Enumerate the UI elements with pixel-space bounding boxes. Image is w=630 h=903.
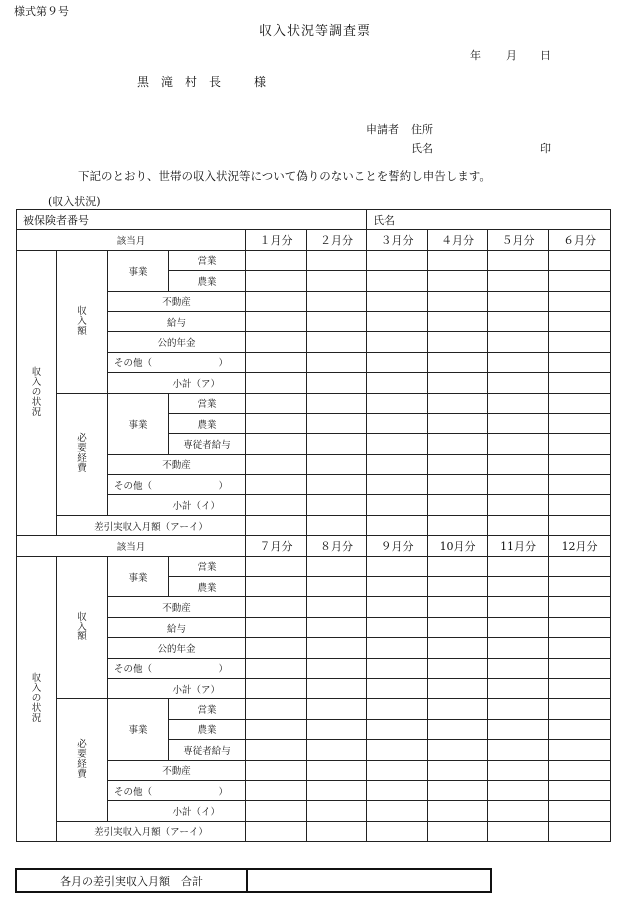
expense-family-salary-value-cell[interactable] xyxy=(549,434,611,454)
income-salary-value-cell[interactable] xyxy=(367,617,428,637)
income-sales-label: 営業 xyxy=(169,556,246,576)
income-public-pension-value-cell[interactable] xyxy=(307,332,367,352)
expense-agriculture-value-cell[interactable] xyxy=(307,719,367,739)
income-other-value-cell[interactable] xyxy=(428,658,488,678)
income-amount-label-char: 額 xyxy=(77,325,87,337)
income-real-estate-value-cell[interactable] xyxy=(428,597,488,617)
expense-family-salary-value-cell[interactable] xyxy=(367,740,428,760)
required-expenses-label-text xyxy=(57,740,107,780)
income-subtotal-a-value-cell[interactable] xyxy=(549,373,611,393)
income-amount-label-char: 収 xyxy=(77,305,87,317)
income-other-label: その他（ ） xyxy=(108,658,246,678)
income-sales-value-cell[interactable] xyxy=(307,250,367,270)
income-amount-label xyxy=(57,556,108,699)
net-income-label: 差引実収入月額（アーイ） xyxy=(57,515,246,535)
income-public-pension-value-cell[interactable] xyxy=(246,638,307,658)
net-income-value-cell[interactable] xyxy=(428,515,488,535)
income-business-label: 事業 xyxy=(108,250,169,291)
expense-sales-value-cell[interactable] xyxy=(428,699,488,719)
income-subtotal-a-label: 小計（ア） xyxy=(108,678,246,698)
net-income-value-cell[interactable] xyxy=(549,515,611,535)
net-income-value-cell[interactable] xyxy=(307,515,367,535)
month-header: ５月分 xyxy=(488,230,549,250)
insured-number-label: 被保険者番号 xyxy=(17,210,367,230)
expense-real-estate-value-cell[interactable] xyxy=(549,454,611,474)
income-status-label xyxy=(17,556,57,841)
expense-business-label: 事業 xyxy=(108,699,169,760)
income-agriculture-value-cell[interactable] xyxy=(307,271,367,291)
income-amount-label-char: 額 xyxy=(77,631,87,643)
pledge-statement: 下記のとおり、世帯の収入状況等について偽りのないことを誓約し申告します。 xyxy=(78,169,491,183)
expense-sales-value-cell[interactable] xyxy=(307,393,367,413)
income-other-value-cell[interactable] xyxy=(428,352,488,372)
expense-family-salary-value-cell[interactable] xyxy=(488,434,549,454)
income-subtotal-a-value-cell[interactable] xyxy=(367,678,428,698)
income-sales-value-cell[interactable] xyxy=(246,250,307,270)
income-status-label-char: 入 xyxy=(31,377,42,389)
expense-family-salary-value-cell[interactable] xyxy=(428,434,488,454)
income-other-value-cell[interactable] xyxy=(367,658,428,678)
income-public-pension-value-cell[interactable] xyxy=(488,638,549,658)
expense-agriculture-value-cell[interactable] xyxy=(246,413,307,433)
income-status-label-char: 入 xyxy=(31,682,42,694)
income-other-value-cell[interactable] xyxy=(367,352,428,372)
expense-subtotal-i-value-cell[interactable] xyxy=(307,801,367,821)
expense-real-estate-value-cell[interactable] xyxy=(488,454,549,474)
income-status-label-text xyxy=(17,368,56,418)
expense-subtotal-i-value-cell[interactable] xyxy=(367,801,428,821)
expense-agriculture-label: 農業 xyxy=(169,719,246,739)
income-other-value-cell[interactable] xyxy=(246,352,307,372)
income-salary-value-cell[interactable] xyxy=(488,311,549,331)
income-sales-value-cell[interactable] xyxy=(488,556,549,576)
expense-subtotal-i-label: 小計（イ） xyxy=(108,495,246,515)
expense-real-estate-label: 不動産 xyxy=(108,454,246,474)
income-real-estate-value-cell[interactable] xyxy=(488,597,549,617)
income-real-estate-value-cell[interactable] xyxy=(488,291,549,311)
expense-family-salary-value-cell[interactable] xyxy=(246,740,307,760)
income-subtotal-a-value-cell[interactable] xyxy=(307,373,367,393)
income-subtotal-a-value-cell[interactable] xyxy=(488,373,549,393)
required-expenses-label-char: 要 xyxy=(77,749,87,761)
form-title: 収入状況等調査票 xyxy=(258,24,371,39)
expense-agriculture-value-cell[interactable] xyxy=(428,719,488,739)
expense-business-label: 事業 xyxy=(108,393,169,454)
income-status-label-char: 状 xyxy=(31,702,42,714)
expense-real-estate-value-cell[interactable] xyxy=(246,454,307,474)
income-sales-value-cell[interactable] xyxy=(367,556,428,576)
expense-other-value-cell[interactable] xyxy=(549,780,611,800)
month-header-label: 該当月 xyxy=(17,230,246,250)
month-header: 10月分 xyxy=(428,536,488,556)
expense-family-salary-value-cell[interactable] xyxy=(488,740,549,760)
income-subtotal-a-value-cell[interactable] xyxy=(549,678,611,698)
income-subtotal-a-value-cell[interactable] xyxy=(246,678,307,698)
income-real-estate-value-cell[interactable] xyxy=(367,597,428,617)
expense-other-value-cell[interactable] xyxy=(367,780,428,800)
expense-other-value-cell[interactable] xyxy=(428,780,488,800)
expense-family-salary-value-cell[interactable] xyxy=(307,740,367,760)
income-sales-value-cell[interactable] xyxy=(246,556,307,576)
month-header: ６月分 xyxy=(549,230,611,250)
expense-agriculture-value-cell[interactable] xyxy=(246,719,307,739)
income-other-value-cell[interactable] xyxy=(307,658,367,678)
income-agriculture-value-cell[interactable] xyxy=(246,271,307,291)
income-agriculture-value-cell[interactable] xyxy=(246,577,307,597)
income-amount-label-char: 収 xyxy=(77,611,87,623)
income-status-label-char: 況 xyxy=(31,406,42,418)
income-business-label: 事業 xyxy=(108,556,169,597)
income-real-estate-value-cell[interactable] xyxy=(428,291,488,311)
income-salary-value-cell[interactable] xyxy=(428,617,488,637)
expense-subtotal-i-value-cell[interactable] xyxy=(307,495,367,515)
form-number: 様式第９号 xyxy=(14,5,69,18)
income-status-label-text xyxy=(17,674,56,724)
income-status-label-char: 況 xyxy=(31,712,42,724)
income-public-pension-value-cell[interactable] xyxy=(367,638,428,658)
expense-family-salary-value-cell[interactable] xyxy=(549,740,611,760)
income-salary-value-cell[interactable] xyxy=(307,617,367,637)
income-amount-label xyxy=(57,250,108,393)
expense-agriculture-value-cell[interactable] xyxy=(367,719,428,739)
income-other-value-cell[interactable] xyxy=(246,658,307,678)
expense-family-salary-label: 専従者給与 xyxy=(169,740,246,760)
income-other-label: その他（ ） xyxy=(108,352,246,372)
expense-agriculture-value-cell[interactable] xyxy=(367,413,428,433)
expense-sales-value-cell[interactable] xyxy=(367,699,428,719)
month-header: ４月分 xyxy=(428,230,488,250)
income-real-estate-value-cell[interactable] xyxy=(307,291,367,311)
applicant-name-label: 氏名 xyxy=(411,142,433,155)
income-status-label-char: 状 xyxy=(31,397,42,408)
monthly-total-table xyxy=(15,868,492,893)
expense-real-estate-value-cell[interactable] xyxy=(488,760,549,780)
income-public-pension-value-cell[interactable] xyxy=(488,332,549,352)
expense-sales-value-cell[interactable] xyxy=(549,393,611,413)
income-subtotal-a-value-cell[interactable] xyxy=(428,373,488,393)
net-income-value-cell[interactable] xyxy=(428,821,488,841)
required-expenses-label-text xyxy=(57,434,107,474)
expense-family-salary-label: 専従者給与 xyxy=(169,434,246,454)
expense-other-value-cell[interactable] xyxy=(488,780,549,800)
net-income-value-cell[interactable] xyxy=(246,515,307,535)
expense-real-estate-value-cell[interactable] xyxy=(428,454,488,474)
income-salary-label: 給与 xyxy=(108,617,246,637)
income-sales-value-cell[interactable] xyxy=(367,250,428,270)
expense-sales-value-cell[interactable] xyxy=(307,699,367,719)
expense-real-estate-value-cell[interactable] xyxy=(246,760,307,780)
expense-sales-value-cell[interactable] xyxy=(428,393,488,413)
income-other-value-cell[interactable] xyxy=(307,352,367,372)
income-amount-label-text xyxy=(57,613,107,643)
month-header: １月分 xyxy=(246,230,307,250)
month-header: ２月分 xyxy=(307,230,367,250)
income-subtotal-a-value-cell[interactable] xyxy=(488,678,549,698)
income-public-pension-value-cell[interactable] xyxy=(428,332,488,352)
income-salary-value-cell[interactable] xyxy=(307,311,367,331)
expense-other-value-cell[interactable] xyxy=(428,475,488,495)
income-status-table xyxy=(16,209,611,842)
expense-subtotal-i-value-cell[interactable] xyxy=(246,801,307,821)
expense-real-estate-value-cell[interactable] xyxy=(549,760,611,780)
income-agriculture-value-cell[interactable] xyxy=(549,577,611,597)
month-header: ９月分 xyxy=(367,536,428,556)
expense-sales-label: 営業 xyxy=(169,393,246,413)
income-subtotal-a-value-cell[interactable] xyxy=(246,373,307,393)
income-agriculture-value-cell[interactable] xyxy=(428,271,488,291)
expense-real-estate-value-cell[interactable] xyxy=(307,454,367,474)
income-public-pension-value-cell[interactable] xyxy=(246,332,307,352)
income-salary-value-cell[interactable] xyxy=(246,311,307,331)
income-sales-value-cell[interactable] xyxy=(549,250,611,270)
income-agriculture-value-cell[interactable] xyxy=(307,577,367,597)
expense-agriculture-label: 農業 xyxy=(169,413,246,433)
income-other-value-cell[interactable] xyxy=(488,658,549,678)
income-sales-label: 営業 xyxy=(169,250,246,270)
month-header-label: 該当月 xyxy=(17,536,246,556)
expense-other-value-cell[interactable] xyxy=(307,475,367,495)
required-expenses-label-char: 要 xyxy=(77,443,87,455)
month-header: ７月分 xyxy=(246,536,307,556)
income-salary-value-cell[interactable] xyxy=(488,617,549,637)
date-month-label: 月 xyxy=(506,49,517,62)
expense-family-salary-value-cell[interactable] xyxy=(246,434,307,454)
income-status-label-char: 収 xyxy=(31,672,42,684)
required-expenses-label-char: 必 xyxy=(77,433,87,445)
income-sales-value-cell[interactable] xyxy=(549,556,611,576)
net-income-value-cell[interactable] xyxy=(549,821,611,841)
income-salary-value-cell[interactable] xyxy=(367,311,428,331)
name-label: 氏名 xyxy=(367,210,611,230)
expense-subtotal-i-label: 小計（イ） xyxy=(108,801,246,821)
income-real-estate-value-cell[interactable] xyxy=(367,291,428,311)
expense-real-estate-value-cell[interactable] xyxy=(307,760,367,780)
income-status-label-char: 収 xyxy=(31,367,42,379)
expense-sales-value-cell[interactable] xyxy=(488,699,549,719)
income-real-estate-label: 不動産 xyxy=(108,291,246,311)
income-sales-value-cell[interactable] xyxy=(307,556,367,576)
date-day-label: 日 xyxy=(540,49,551,62)
required-expenses-label xyxy=(57,393,108,515)
expense-sales-label: 営業 xyxy=(169,699,246,719)
date-year-label: 年 xyxy=(470,49,481,62)
expense-subtotal-i-value-cell[interactable] xyxy=(367,495,428,515)
expense-real-estate-value-cell[interactable] xyxy=(367,760,428,780)
income-subtotal-a-label: 小計（ア） xyxy=(108,373,246,393)
expense-agriculture-value-cell[interactable] xyxy=(307,413,367,433)
monthly-total-value[interactable] xyxy=(247,869,491,892)
expense-subtotal-i-value-cell[interactable] xyxy=(488,801,549,821)
expense-subtotal-i-value-cell[interactable] xyxy=(549,495,611,515)
expense-other-value-cell[interactable] xyxy=(549,475,611,495)
income-amount-label-char: 入 xyxy=(77,315,87,327)
income-salary-label: 給与 xyxy=(108,311,246,331)
addressee-honorific: 様 xyxy=(254,75,267,89)
expense-subtotal-i-value-cell[interactable] xyxy=(488,495,549,515)
income-subtotal-a-value-cell[interactable] xyxy=(307,678,367,698)
expense-real-estate-label: 不動産 xyxy=(108,760,246,780)
income-real-estate-value-cell[interactable] xyxy=(246,291,307,311)
net-income-value-cell[interactable] xyxy=(488,821,549,841)
income-agriculture-label: 農業 xyxy=(169,577,246,597)
income-salary-value-cell[interactable] xyxy=(246,617,307,637)
expense-agriculture-value-cell[interactable] xyxy=(549,719,611,739)
required-expenses-label-char: 費 xyxy=(77,463,87,475)
income-salary-value-cell[interactable] xyxy=(549,311,611,331)
income-public-pension-value-cell[interactable] xyxy=(428,638,488,658)
income-agriculture-value-cell[interactable] xyxy=(367,271,428,291)
expense-other-value-cell[interactable] xyxy=(488,475,549,495)
net-income-value-cell[interactable] xyxy=(246,821,307,841)
expense-subtotal-i-value-cell[interactable] xyxy=(246,495,307,515)
required-expenses-label-char: 経 xyxy=(77,453,87,465)
expense-family-salary-value-cell[interactable] xyxy=(307,434,367,454)
required-expenses-label-char: 必 xyxy=(77,739,87,751)
net-income-value-cell[interactable] xyxy=(488,515,549,535)
expense-other-label: その他（ ） xyxy=(108,780,246,800)
expense-agriculture-value-cell[interactable] xyxy=(488,413,549,433)
income-other-value-cell[interactable] xyxy=(549,352,611,372)
expense-other-label: その他（ ） xyxy=(108,475,246,495)
required-expenses-label-char: 経 xyxy=(77,759,87,771)
income-sales-value-cell[interactable] xyxy=(428,556,488,576)
expense-family-salary-value-cell[interactable] xyxy=(367,434,428,454)
applicant-seal: 印 xyxy=(540,142,551,155)
income-status-label-char: の xyxy=(31,387,42,399)
net-income-value-cell[interactable] xyxy=(367,821,428,841)
required-expenses-label xyxy=(57,699,108,821)
income-salary-value-cell[interactable] xyxy=(549,617,611,637)
income-other-value-cell[interactable] xyxy=(488,352,549,372)
income-amount-label-text xyxy=(57,307,107,337)
expense-sales-value-cell[interactable] xyxy=(549,699,611,719)
income-public-pension-value-cell[interactable] xyxy=(549,332,611,352)
addressee-village-head: 黒 滝 村 長 xyxy=(137,75,222,89)
expense-agriculture-value-cell[interactable] xyxy=(428,413,488,433)
income-public-pension-label: 公的年金 xyxy=(108,332,246,352)
expense-agriculture-value-cell[interactable] xyxy=(549,413,611,433)
monthly-total-label: 各月の差引実収入月額 合計 xyxy=(16,869,247,892)
expense-other-value-cell[interactable] xyxy=(307,780,367,800)
expense-real-estate-value-cell[interactable] xyxy=(428,760,488,780)
expense-subtotal-i-value-cell[interactable] xyxy=(428,801,488,821)
expense-agriculture-value-cell[interactable] xyxy=(488,719,549,739)
income-agriculture-value-cell[interactable] xyxy=(367,577,428,597)
income-subtotal-a-value-cell[interactable] xyxy=(367,373,428,393)
income-real-estate-label: 不動産 xyxy=(108,597,246,617)
applicant-label: 申請者 xyxy=(366,123,399,136)
income-agriculture-label: 農業 xyxy=(169,271,246,291)
income-public-pension-value-cell[interactable] xyxy=(367,332,428,352)
income-status-label-char: の xyxy=(31,692,42,704)
section-label: (収入状況) xyxy=(48,195,101,208)
income-agriculture-value-cell[interactable] xyxy=(549,271,611,291)
expense-subtotal-i-value-cell[interactable] xyxy=(428,495,488,515)
income-real-estate-value-cell[interactable] xyxy=(549,291,611,311)
expense-other-value-cell[interactable] xyxy=(246,475,307,495)
expense-sales-value-cell[interactable] xyxy=(488,393,549,413)
income-public-pension-label: 公的年金 xyxy=(108,638,246,658)
income-agriculture-value-cell[interactable] xyxy=(488,577,549,597)
income-sales-value-cell[interactable] xyxy=(488,250,549,270)
expense-family-salary-value-cell[interactable] xyxy=(428,740,488,760)
income-real-estate-value-cell[interactable] xyxy=(549,597,611,617)
month-header: ３月分 xyxy=(367,230,428,250)
expense-other-value-cell[interactable] xyxy=(367,475,428,495)
month-header: 12月分 xyxy=(549,536,611,556)
income-public-pension-value-cell[interactable] xyxy=(307,638,367,658)
expense-sales-value-cell[interactable] xyxy=(246,393,307,413)
income-status-label xyxy=(17,250,57,535)
income-salary-value-cell[interactable] xyxy=(428,311,488,331)
income-real-estate-value-cell[interactable] xyxy=(246,597,307,617)
income-public-pension-value-cell[interactable] xyxy=(549,638,611,658)
income-agriculture-value-cell[interactable] xyxy=(428,577,488,597)
expense-sales-value-cell[interactable] xyxy=(246,699,307,719)
expense-subtotal-i-value-cell[interactable] xyxy=(549,801,611,821)
month-header: ８月分 xyxy=(307,536,367,556)
required-expenses-label-char: 費 xyxy=(77,769,87,781)
net-income-value-cell[interactable] xyxy=(307,821,367,841)
income-agriculture-value-cell[interactable] xyxy=(488,271,549,291)
expense-other-value-cell[interactable] xyxy=(246,780,307,800)
income-sales-value-cell[interactable] xyxy=(428,250,488,270)
income-subtotal-a-value-cell[interactable] xyxy=(428,678,488,698)
expense-real-estate-value-cell[interactable] xyxy=(367,454,428,474)
income-amount-label-char: 入 xyxy=(77,621,87,633)
applicant-address-label: 住所 xyxy=(411,123,433,136)
net-income-label: 差引実収入月額（アーイ） xyxy=(57,821,246,841)
month-header: 11月分 xyxy=(488,536,549,556)
net-income-value-cell[interactable] xyxy=(367,515,428,535)
income-real-estate-value-cell[interactable] xyxy=(307,597,367,617)
expense-sales-value-cell[interactable] xyxy=(367,393,428,413)
income-other-value-cell[interactable] xyxy=(549,658,611,678)
